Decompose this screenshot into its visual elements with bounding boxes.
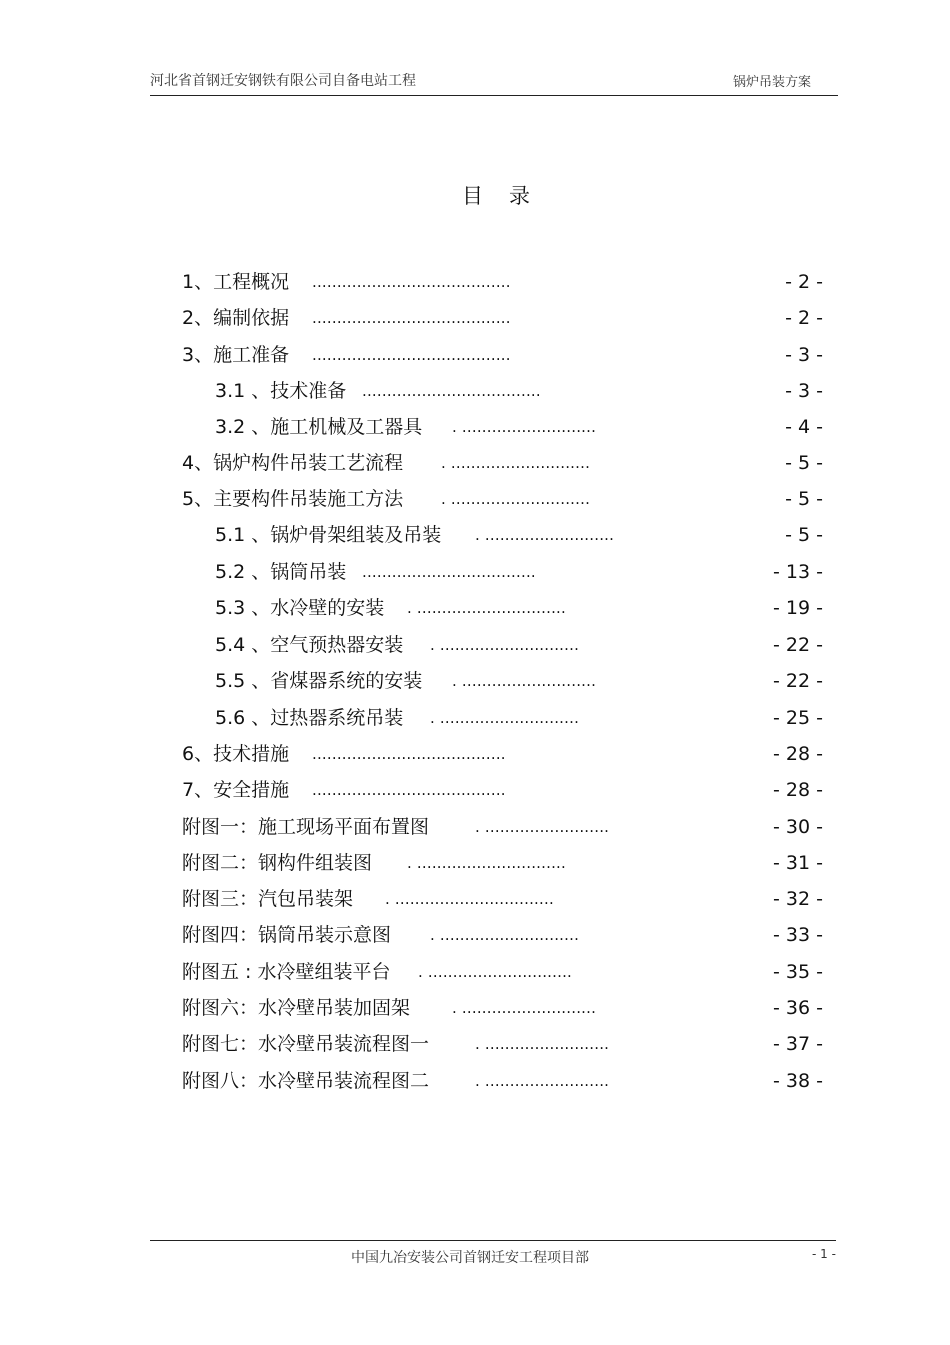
toc-entry[interactable] [182,848,823,878]
toc-entry[interactable] [182,448,823,478]
toc-entry-leader: . .............................. [407,854,566,872]
toc-entry-label: 附图四：锅筒吊装示意图 [182,924,392,946]
header-right: 锅炉吊装方案 [733,75,812,90]
toc-entry-label: 1、工程概况 [182,271,290,293]
toc-entry-label: 6、技术措施 [182,743,290,765]
header-left: 河北省首钢迁安钢铁有限公司自备电站工程 [150,73,416,89]
toc-entry-leader: . ................................ [385,890,554,908]
toc-entry[interactable] [215,593,823,623]
toc-entry-page: - 25 - [773,707,823,729]
toc-entry-page: - 22 - [773,670,823,692]
toc-entry-label: 5.5 、省煤器系统的安装 [215,670,423,692]
toc-entry-label: 附图八：水冷壁吊装流程图二 [182,1070,430,1092]
toc-entry-page: - 3 - [785,380,823,402]
toc-entry-label: 5.4 、空气预热器安装 [215,634,404,656]
toc-entry-leader: . ............................ [430,926,580,944]
toc-entry-label: 5.1 、锅炉骨架组装及吊装 [215,524,442,546]
toc-entry[interactable] [215,412,823,442]
toc-entry-leader: . ......................... [475,818,610,836]
toc-entry-leader: . ......................... [475,1035,610,1053]
toc-entry-leader: ................................... [362,563,536,581]
toc-entry-page: - 28 - [773,743,823,765]
toc-entry-leader: . .......................... [475,526,615,544]
toc-entry-leader: . ............................ [430,636,580,654]
toc-entry-label: 附图二：钢构件组装图 [182,852,373,874]
toc-entry[interactable] [182,484,823,514]
toc-entry[interactable] [182,739,823,769]
toc-entry-leader: . ........................... [452,672,597,690]
toc-entry-label: 附图六：水冷壁吊装加固架 [182,997,411,1019]
toc-entry-page: - 33 - [773,924,823,946]
toc-entry-page: - 38 - [773,1070,823,1092]
toc-entry-leader: . .............................. [407,599,566,617]
toc-entry-page: - 35 - [773,961,823,983]
toc-entry-page: - 22 - [773,634,823,656]
toc-entry-page: - 4 - [785,416,823,438]
toc-entry-label: 附图五 : 水冷壁组装平台 [182,961,391,983]
toc-entry-label: 5.3 、水冷壁的安装 [215,597,385,619]
toc-entry[interactable] [182,920,823,950]
toc-entry-label: 5.2 、锅筒吊装 [215,561,347,583]
toc-entry[interactable] [215,666,823,696]
footer-text: 中国九冶安装公司首钢迁安工程项目部 [351,1250,589,1266]
toc-entry-label: 5.6 、过热器系统吊装 [215,707,404,729]
toc-entry[interactable] [182,303,823,333]
toc-entry-label: 3、施工准备 [182,344,290,366]
toc-entry-page: - 37 - [773,1033,823,1055]
toc-entry-page: - 36 - [773,997,823,1019]
footer-divider [150,1240,836,1241]
toc-entry-leader: . ............................ [430,709,580,727]
toc-entry-page: - 30 - [773,816,823,838]
toc-entry-leader: ....................................... [312,745,506,763]
toc-entry-leader: ....................................... [312,781,506,799]
toc-entry-label: 附图一：施工现场平面布置图 [182,816,430,838]
toc-entry-leader: .................................... [362,382,541,400]
toc-entry-leader: . ............................ [441,490,591,508]
toc-entry[interactable] [215,703,823,733]
toc-entry[interactable] [182,993,823,1023]
toc-entry-label: 7、安全措施 [182,779,290,801]
toc-entry[interactable] [182,340,823,370]
toc-entry[interactable] [182,1066,823,1096]
toc-entry-label: 5、主要构件吊装施工方法 [182,488,404,510]
toc-entry[interactable] [182,267,823,297]
toc-entry-page: - 19 - [773,597,823,619]
toc-entry-page: - 32 - [773,888,823,910]
toc-entry[interactable] [182,775,823,805]
page-title: 目录 [462,184,556,208]
toc-entry-leader: . ........................... [452,999,597,1017]
toc-entry-page: - 5 - [785,488,823,510]
toc-entry-page: - 3 - [785,344,823,366]
toc-entry-page: - 2 - [785,307,823,329]
toc-entry-page: - 5 - [785,452,823,474]
toc-entry-label: 3.2 、施工机械及工器具 [215,416,423,438]
toc-entry-leader: . ............................. [418,963,573,981]
toc-entry-page: - 2 - [785,271,823,293]
toc-entry[interactable] [215,376,823,406]
toc-entry-leader: ........................................ [312,309,511,327]
toc-entry-page: - 5 - [785,524,823,546]
toc-entry[interactable] [182,884,823,914]
toc-entry-label: 4、锅炉构件吊装工艺流程 [182,452,404,474]
toc-entry[interactable] [182,812,823,842]
toc-entry[interactable] [182,957,823,987]
toc-entry-label: 附图七：水冷壁吊装流程图一 [182,1033,430,1055]
toc-entry-leader: ........................................ [312,273,511,291]
toc-entry[interactable] [215,557,823,587]
toc-entry-label: 附图三：汽包吊装架 [182,888,354,910]
toc-entry-page: - 13 - [773,561,823,583]
toc-entry-leader: . ............................ [441,454,591,472]
toc-entry-leader: . ......................... [475,1072,610,1090]
toc-entry-leader: ........................................ [312,346,511,364]
toc-entry[interactable] [215,630,823,660]
toc-entry[interactable] [215,520,823,550]
toc-entry-label: 2、编制依据 [182,307,290,329]
toc-entry-leader: . ........................... [452,418,597,436]
footer-page-number: - 1 - [812,1247,836,1261]
toc-entry-page: - 31 - [773,852,823,874]
toc-entry-label: 3.1 、技术准备 [215,380,347,402]
toc-entry-page: - 28 - [773,779,823,801]
toc-entry[interactable] [182,1029,823,1059]
